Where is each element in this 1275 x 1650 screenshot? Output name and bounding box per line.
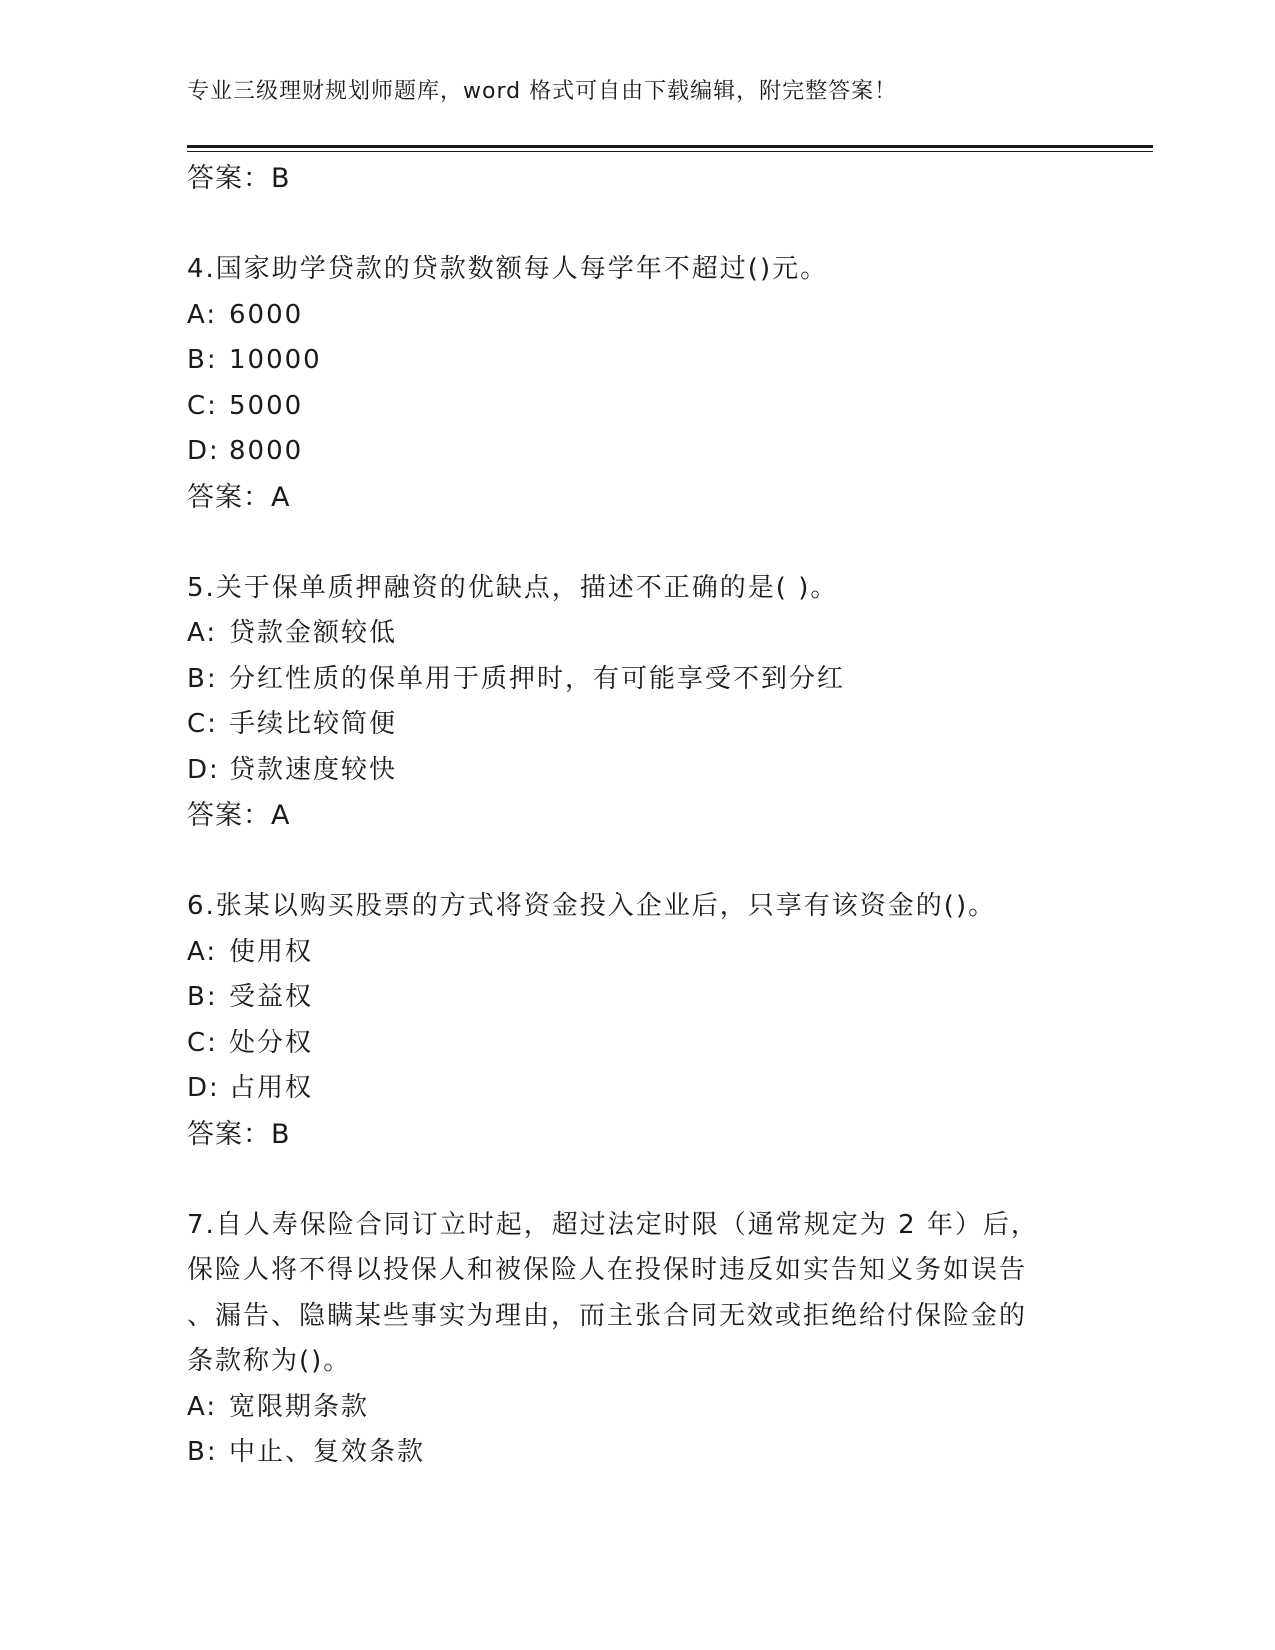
option-letter: C: (187, 390, 218, 421)
option-item (187, 930, 1087, 976)
option-letter: D: (187, 754, 220, 785)
option-letter: D: (187, 436, 220, 466)
spacer (187, 1157, 1087, 1203)
option-item (187, 975, 1087, 1021)
option-text: 贷款金额较低 (229, 618, 398, 648)
option-letter: A: (187, 618, 218, 648)
option-item (187, 1385, 1087, 1431)
option-item (187, 748, 1087, 794)
page-header: 专业三级理财规划师题库，word 格式可自由下载编辑，附完整答案！ (187, 79, 898, 104)
question-stem-line: 、漏告、隐瞒某些事实为理由，而主张合同无效或拒绝给付保险金的 (187, 1300, 1028, 1331)
option-item (187, 384, 1087, 430)
option-item (187, 702, 1087, 748)
option-letter: A: (187, 1391, 218, 1422)
option-letter: A: (187, 936, 218, 967)
option-letter: D: (187, 1073, 220, 1103)
option-text: 10000 (229, 345, 322, 375)
question-block (187, 566, 1087, 839)
document-body (187, 156, 1087, 1476)
question-stem: 4.国家助学贷款的贷款数额每人每学年不超过()元。 (187, 254, 829, 284)
option-item (187, 657, 1087, 703)
option-item (187, 611, 1087, 657)
question-block (187, 247, 1087, 520)
option-text: 使用权 (229, 936, 314, 967)
option-text: 占用权 (229, 1073, 314, 1103)
question-stem-line: 保险人将不得以投保人和被保险人在投保时违反如实告知义务如误告 (187, 1255, 1028, 1285)
option-letter: C: (187, 709, 218, 739)
option-letter: A: (187, 299, 218, 330)
spacer (187, 839, 1087, 885)
option-text: 8000 (229, 436, 304, 466)
answer-line: 答案：A (187, 481, 291, 513)
question-stem: 5.关于保单质押融资的优缺点，描述不正确的是( )。 (187, 572, 839, 603)
option-letter: B: (187, 345, 218, 375)
option-item (187, 1430, 1087, 1476)
option-text: 受益权 (229, 982, 314, 1012)
option-item (187, 429, 1087, 475)
option-text: 贷款速度较快 (229, 754, 398, 785)
option-text: 5000 (229, 390, 304, 421)
header-rule-thick (187, 145, 1153, 148)
option-text: 6000 (229, 299, 304, 330)
previous-answer: 答案：B (187, 163, 291, 194)
spacer (187, 202, 1087, 248)
option-text: 手续比较简便 (229, 709, 398, 739)
option-letter: B: (187, 663, 218, 694)
option-letter: B: (187, 1437, 218, 1467)
spacer (187, 520, 1087, 566)
answer-line: 答案：A (187, 800, 291, 831)
option-text: 宽限期条款 (229, 1391, 370, 1422)
option-item (187, 1066, 1087, 1112)
header-rule-thin (187, 151, 1153, 152)
option-text: 分红性质的保单用于质押时，有可能享受不到分红 (229, 663, 846, 694)
question-block (187, 884, 1087, 1157)
option-item (187, 293, 1087, 339)
question-stem-line: 条款称为()。 (187, 1346, 352, 1376)
option-item (187, 338, 1087, 384)
option-text: 中止、复效条款 (229, 1437, 426, 1467)
question-stem: 6.张某以购买股票的方式将资金投入企业后，只享有该资金的()。 (187, 891, 997, 921)
answer-line: 答案：B (187, 1118, 291, 1150)
question-block (187, 1203, 1087, 1476)
question-stem-line: 7.自人寿保险合同订立时起，超过法定时限（通常规定为 2 年）后， (187, 1209, 1039, 1240)
option-text: 处分权 (229, 1027, 314, 1058)
option-letter: C: (187, 1027, 218, 1058)
option-letter: B: (187, 982, 218, 1012)
option-item (187, 1021, 1087, 1067)
